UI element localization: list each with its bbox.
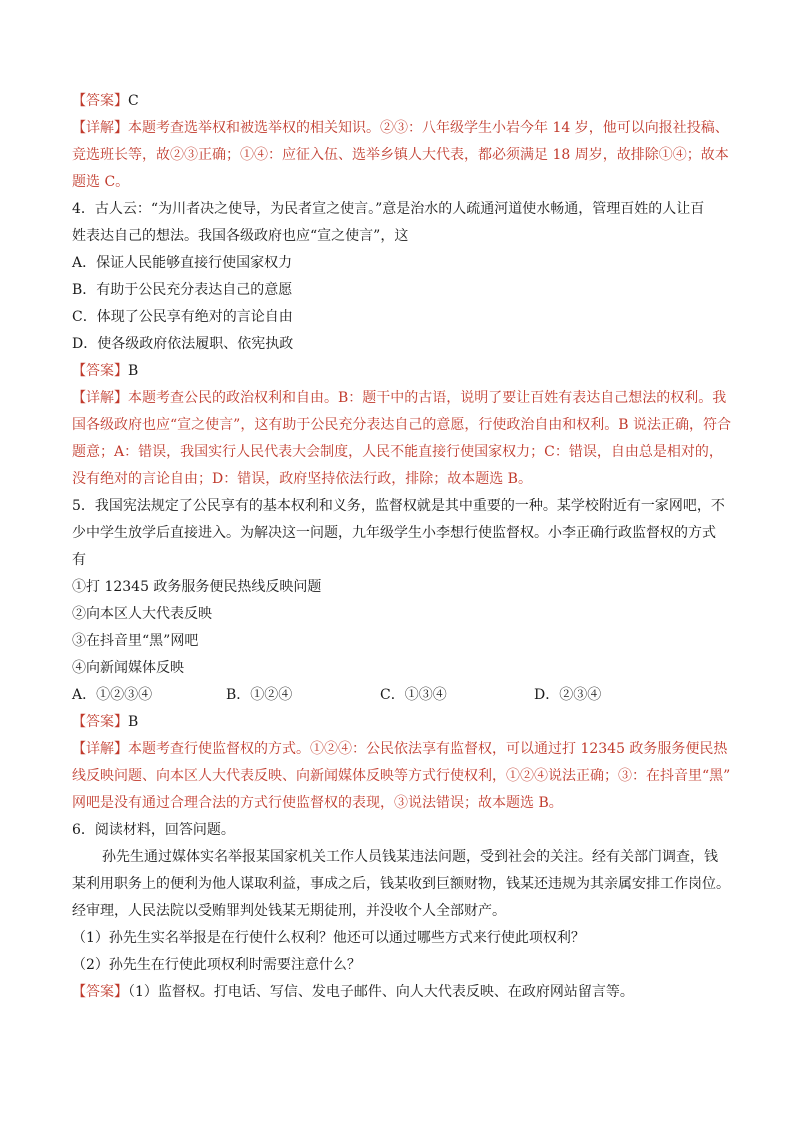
answer-value: C (128, 93, 139, 109)
material-text: 孙先生通过媒体实名举报某国家机关工作人员钱某违法问题，受到社会的关注。经有关部门调查，钱 (102, 849, 718, 865)
option-a: A．保证人民能够直接行使国家权力 (72, 255, 293, 271)
detail-line (72, 736, 727, 763)
detail-text: 题意；A：错误，我国实行人民代表大会制度，人民不能直接行使国家权力；C：错误，自由总是相对的， (72, 444, 723, 460)
list-item: ②向本区人大代表反映 (72, 606, 212, 622)
answer-tag: 【答案】 (72, 93, 128, 109)
question-stem: 有 (72, 552, 86, 568)
answer-tag: 【答案】 (72, 714, 128, 730)
option-d: D．使各级政府依法履职、依宪执政 (72, 336, 294, 352)
option-a: A．①②③④ (72, 687, 153, 703)
answer-value: （1）监督权。打电话、写信、发电子邮件、向人大代表反映、在政府网站留言等。 (128, 984, 634, 1000)
option-b: B．有助于公民充分表达自己的意愿 (72, 282, 293, 298)
option-c: C．体现了公民享有绝对的言论自由 (72, 309, 293, 325)
question-stem: 4．古人云：“为川者决之使导，为民者宣之使言。”意是治水的人疏通河道使水畅通，管理百姓的人让百 (72, 201, 705, 217)
detail-text: 网吧是没有通过合理合法的方式行使监督权的表现，③说法错误；故本题选 B。 (72, 795, 563, 811)
list-item: ③在抖音里“黑”网吧 (72, 633, 199, 649)
detail-text: 本题考查行使监督权的方式。①②④：公民依法享有监督权，可以通过打 12345 政务服务便民热 (128, 741, 728, 757)
detail-line (72, 385, 727, 412)
material-text: 某利用职务上的便利为他人谋取利益，事成之后，钱某收到巨额财物，钱某还违规为其亲属安排工作岗位。 (72, 876, 730, 892)
document-page (72, 88, 732, 1006)
question-stem: 姓表达自己的想法。我国各级政府也应“宣之使言”，这 (72, 228, 409, 244)
detail-text: 本题考查选举权和被选举权的相关知识。②③：八年级学生小岩今年 14 岁，他可以向报社投稿、 (128, 120, 729, 136)
detail-line (72, 115, 727, 142)
detail-text: 国各级政府也应“宣之使言”，这有助于公民充分表达自己的意愿，行使政治自由和权利。B 说法正确，符合 (72, 417, 732, 433)
options-row (72, 682, 727, 709)
answer-tag: 【答案】 (72, 363, 128, 379)
answer-line (72, 88, 727, 115)
detail-text: 线反映问题、向本区人大代表反映、向新闻媒体反映等方式行使权利，①②④说法正确；③：在抖音里“黑” (72, 768, 731, 784)
detail-text: 没有绝对的言论自由；D：错误，政府坚持依法行政，排除；故本题选 B。 (72, 471, 532, 487)
option-d: D．②③④ (534, 687, 602, 703)
detail-text: 竞选班长等，故②③正确；①④：应征入伍、选举乡镇人大代表，都必须满足 18 周岁，故排除①④；故本 (72, 147, 729, 163)
list-item: ④向新闻媒体反映 (72, 660, 184, 676)
answer-value: B (128, 363, 139, 379)
detail-text: 题选 C。 (72, 174, 130, 190)
answer-line (72, 358, 727, 385)
sub-question: （1）孙先生实名举报是在行使什么权利？他还可以通过哪些方式来行使此项权利？ (72, 930, 585, 946)
question-stem: 6．阅读材料，回答问题。 (72, 822, 235, 838)
answer-line (72, 979, 727, 1006)
answer-line (72, 709, 727, 736)
list-item: ①打 12345 政务服务便民热线反映问题 (72, 579, 322, 595)
answer-tag: 【答案】 (72, 984, 128, 1000)
answer-value: B (128, 714, 139, 730)
sub-question: （2）孙先生在行使此项权利时需要注意什么？ (72, 957, 361, 973)
option-c: C．①③④ (380, 687, 447, 703)
material-text: 经审理，人民法院以受贿罪判处钱某无期徒刑，并没收个人全部财产。 (72, 903, 506, 919)
detail-tag: 【详解】 (72, 120, 128, 136)
detail-text: 本题考查公民的政治权利和自由。B：题干中的古语，说明了要让百姓有表达自己想法的权利。我 (128, 390, 727, 406)
detail-tag: 【详解】 (72, 390, 128, 406)
question-stem: 5．我国宪法规定了公民享有的基本权利和义务，监督权就是其中重要的一种。某学校附近有一家网吧，不 (72, 498, 725, 514)
option-b: B．①②④ (226, 687, 293, 703)
question-stem: 少中学生放学后直接进入。为解决这一问题，九年级学生小李想行使监督权。小李正确行政监督权的方式 (72, 525, 716, 541)
detail-tag: 【详解】 (72, 741, 128, 757)
